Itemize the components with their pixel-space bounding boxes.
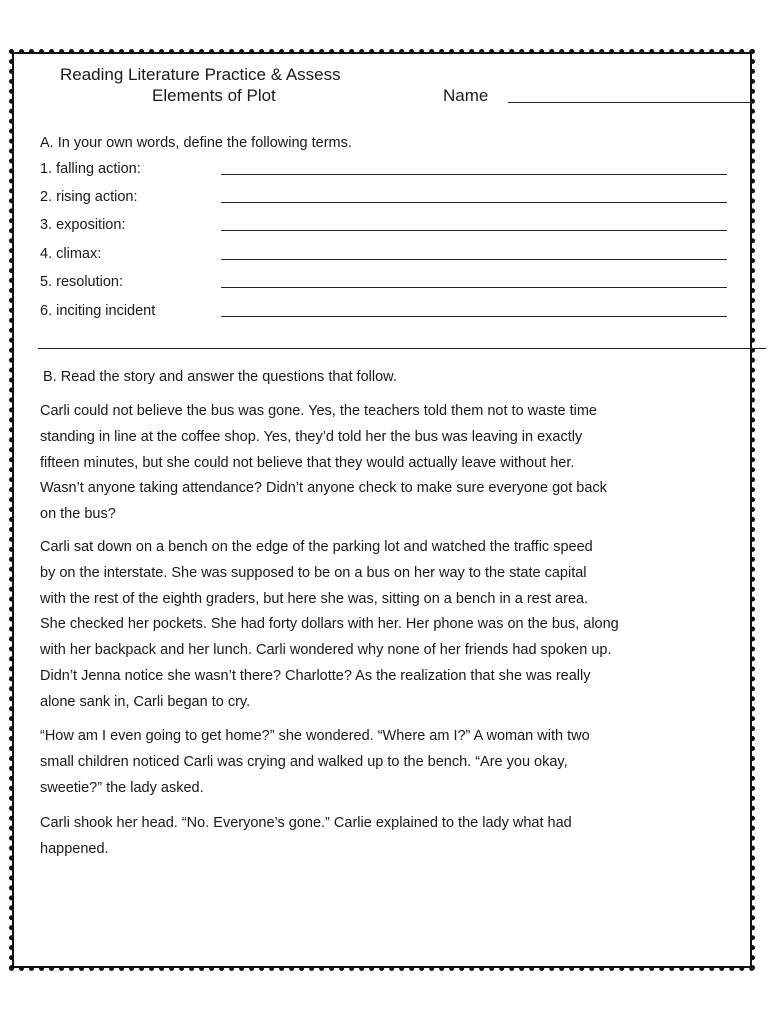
- answer-line-exposition[interactable]: [221, 230, 727, 231]
- story-line: Didn’t Jenna notice she wasn’t there? Charlotte? As the realization that she was really: [40, 667, 591, 684]
- story-line: with her backpack and her lunch. Carli wondered why none of her friends had spoken up.: [40, 642, 612, 659]
- answer-line-resolution[interactable]: [221, 287, 727, 288]
- story-line: with the rest of the eighth graders, but here she was, sitting on a bench in a rest area.: [40, 590, 589, 607]
- story-line: Carli shook her head. “No. Everyone’s gone.” Carlie explained to the lady what had: [40, 815, 572, 831]
- story-line: on the bus?: [40, 506, 116, 523]
- term-climax: 4. climax:: [40, 246, 102, 262]
- name-label: Name: [443, 86, 489, 105]
- story-line: alone sank in, Carli began to cry.: [40, 693, 251, 710]
- story-line: “How am I even going to get home?” she wondered. “Where am I?” A woman with two: [40, 728, 590, 744]
- story-line: sweetie?” the lady asked.: [40, 779, 204, 796]
- answer-line-climax[interactable]: [221, 259, 727, 260]
- section-a-instruction: A. In your own words, define the following terms.: [40, 135, 352, 151]
- answer-line-falling-action[interactable]: [221, 174, 727, 175]
- story-paragraph-4: [40, 811, 720, 863]
- section-divider: [38, 348, 766, 349]
- story-line: fifteen minutes, but she could not believe that they would actually leave without her.: [40, 454, 575, 471]
- answer-line-inciting-incident[interactable]: [221, 316, 727, 317]
- term-rising-action: 2. rising action:: [40, 189, 138, 205]
- term-inciting-incident: 6. inciting incident: [40, 303, 156, 319]
- story-line: She checked her pockets. She had forty dollars with her. Her phone was on the bus, along: [40, 616, 619, 633]
- term-resolution: 5. resolution:: [40, 274, 124, 290]
- story-paragraph-2: [40, 535, 720, 716]
- story-line: Carli sat down on a bench on the edge of the parking lot and watched the traffic speed: [40, 539, 593, 555]
- story-line: Wasn’t anyone taking attendance? Didn’t anyone check to make sure everyone got back: [40, 480, 607, 497]
- story-line: by on the interstate. She was supposed to be on a bus on her way to the state capital: [40, 564, 587, 581]
- worksheet-subtitle: Elements of Plot: [152, 86, 276, 105]
- story-paragraph-1: [40, 399, 720, 528]
- section-b-instruction: B. Read the story and answer the questions that follow.: [43, 369, 397, 385]
- story-paragraph-3: [40, 724, 720, 801]
- answer-line-rising-action[interactable]: [221, 202, 727, 203]
- worksheet-title: Reading Literature Practice & Assess: [60, 65, 341, 84]
- name-blank-line[interactable]: [508, 102, 752, 103]
- story-line: Carli could not believe the bus was gone. Yes, the teachers told them not to waste time: [40, 403, 597, 419]
- story-line: happened.: [40, 840, 109, 857]
- term-exposition: 3. exposition:: [40, 217, 126, 233]
- story-line: small children noticed Carli was crying and walked up to the bench. “Are you okay,: [40, 753, 568, 770]
- term-falling-action: 1. falling action:: [40, 161, 141, 177]
- story-line: standing in line at the coffee shop. Yes, they’d told her the bus was leaving in exactly: [40, 428, 583, 445]
